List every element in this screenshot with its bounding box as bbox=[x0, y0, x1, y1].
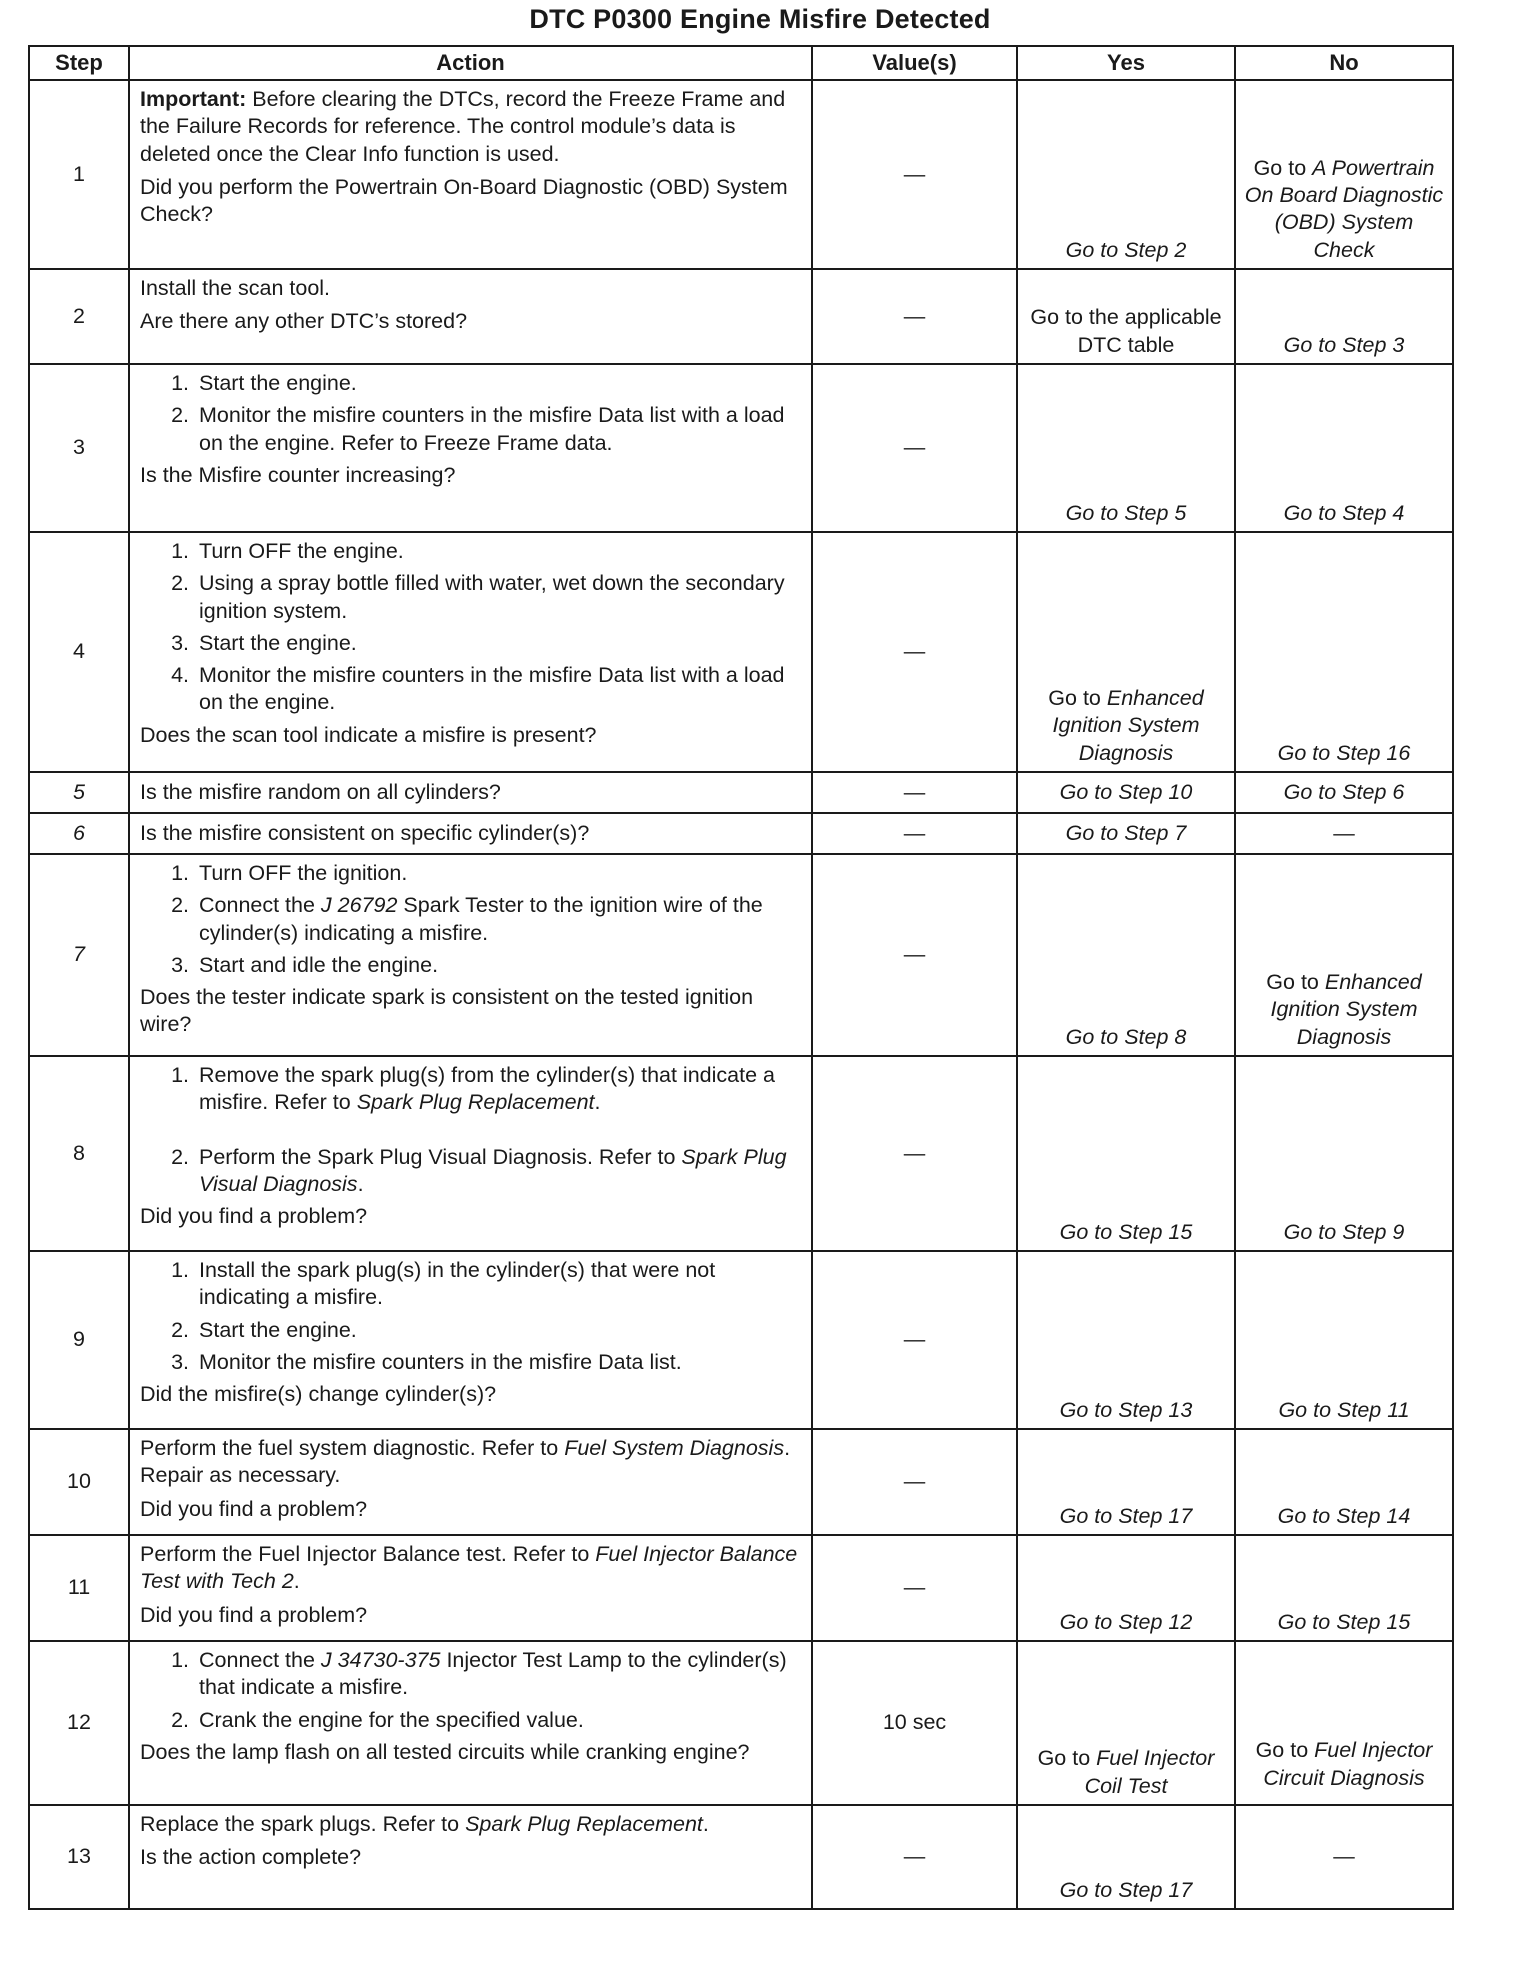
step-number: 9 bbox=[29, 1251, 129, 1429]
important-label: Important: bbox=[140, 87, 247, 111]
step-number: 7 bbox=[29, 854, 129, 1056]
yes-cell: Go to Step 7 bbox=[1017, 813, 1235, 854]
table-row bbox=[29, 1251, 1453, 1429]
step-text: Injector Test Lamp to the cylinder(s) that indicate a misfire. bbox=[199, 1648, 787, 1700]
yes-reference: Fuel Injector Coil Test bbox=[1084, 1746, 1215, 1798]
no-reference: A Powertrain On Board Diagnostic (OBD) System Check bbox=[1244, 155, 1444, 262]
doc-reference: Spark Plug Replacement bbox=[465, 1812, 703, 1836]
table-row bbox=[29, 1805, 1453, 1909]
action-step: 3. Start the engine. bbox=[195, 630, 801, 657]
action-cell bbox=[129, 532, 812, 772]
yes-cell: Go to Step 15 bbox=[1017, 1056, 1235, 1251]
action-cell bbox=[129, 772, 812, 813]
action-steps bbox=[140, 1062, 801, 1198]
doc-reference: Spark Plug Visual Diagnosis bbox=[199, 1144, 787, 1196]
table-row bbox=[29, 772, 1453, 813]
action-cell bbox=[129, 269, 812, 364]
doc-reference: Fuel System Diagnosis bbox=[564, 1436, 785, 1460]
value-cell: — bbox=[812, 1429, 1017, 1535]
yes-cell: Go to the applicable DTC table bbox=[1017, 269, 1235, 364]
step-text: Connect the bbox=[199, 893, 321, 918]
no-cell: — bbox=[1235, 1805, 1453, 1909]
action-step: 3. Start and idle the engine. bbox=[195, 952, 801, 979]
step-text: Connect the bbox=[199, 1648, 321, 1672]
step-text: Spark Tester to the ignition wire of the cylinder(s) indicating a misfire. bbox=[199, 893, 763, 945]
action-question: Is the misfire random on all cylinders? bbox=[140, 779, 501, 804]
action-step: 2. Start the engine. bbox=[195, 1317, 801, 1344]
yes-cell: Go to Step 8 bbox=[1017, 854, 1235, 1056]
action-text bbox=[140, 1435, 801, 1490]
step-text: Remove the spark plug(s) from the cylinder(s) that indicate a misfire. Refer to bbox=[199, 1063, 775, 1115]
header-step: Step bbox=[29, 46, 129, 80]
action-step: 1. Install the spark plug(s) in the cylinder(s) that were not indicating a misfire. bbox=[195, 1257, 801, 1312]
step-number: 13 bbox=[29, 1805, 129, 1909]
value-cell: — bbox=[812, 532, 1017, 772]
yes-cell: Go to Step 2 bbox=[1017, 80, 1235, 269]
action-cell bbox=[129, 1056, 812, 1251]
action-step: 4. Monitor the misfire counters in the misfire Data list with a load on the engine. bbox=[195, 662, 801, 717]
table-header-row bbox=[29, 46, 1453, 80]
table-row bbox=[29, 813, 1453, 854]
value-cell: — bbox=[812, 364, 1017, 532]
header-yes: Yes bbox=[1017, 46, 1235, 80]
action-text bbox=[140, 1811, 801, 1838]
no-cell bbox=[1235, 80, 1453, 269]
action-question: Does the tester indicate spark is consistent on the tested ignition wire? bbox=[140, 985, 754, 1037]
yes-cell bbox=[1017, 532, 1235, 772]
no-reference: Fuel Injector Circuit Diagnosis bbox=[1263, 1738, 1433, 1790]
action-step: 2. Using a spray bottle filled with water, wet down the secondary ignition system. bbox=[195, 570, 801, 625]
value-cell: — bbox=[812, 813, 1017, 854]
table-row bbox=[29, 269, 1453, 364]
action-question: Is the misfire consistent on specific cylinder(s)? bbox=[140, 820, 590, 845]
action-cell bbox=[129, 854, 812, 1056]
header-value: Value(s) bbox=[812, 46, 1017, 80]
no-prefix: Go to bbox=[1255, 1738, 1315, 1763]
step-number: 8 bbox=[29, 1056, 129, 1251]
action-cell bbox=[129, 1251, 812, 1429]
no-cell bbox=[1235, 1641, 1453, 1805]
table-row bbox=[29, 1535, 1453, 1641]
tool-reference: J 34730-375 bbox=[320, 1648, 441, 1672]
tool-reference: J 26792 bbox=[320, 893, 398, 918]
action-question: Did you find a problem? bbox=[140, 1204, 368, 1229]
step-text: . bbox=[357, 1171, 364, 1196]
no-cell bbox=[1235, 854, 1453, 1056]
action-cell bbox=[129, 364, 812, 532]
step-text: Perform the Spark Plug Visual Diagnosis. Refer to bbox=[199, 1144, 682, 1169]
no-cell: Go to Step 3 bbox=[1235, 269, 1453, 364]
action-question: Are there any other DTC’s stored? bbox=[140, 309, 468, 334]
action-steps bbox=[140, 370, 801, 457]
step-number: 5 bbox=[29, 772, 129, 813]
value-cell: — bbox=[812, 80, 1017, 269]
action-steps bbox=[140, 538, 801, 717]
no-cell: Go to Step 11 bbox=[1235, 1251, 1453, 1429]
step-number: 2 bbox=[29, 269, 129, 364]
action-cell bbox=[129, 1429, 812, 1535]
no-cell: Go to Step 16 bbox=[1235, 532, 1453, 772]
action-step: 2. Monitor the misfire counters in the misfire Data list with a load on the engine. Refer to Freeze Frame data. bbox=[195, 402, 801, 457]
header-no: No bbox=[1235, 46, 1453, 80]
action-question: Does the lamp flash on all tested circuits while cranking engine? bbox=[140, 1739, 750, 1764]
doc-reference: Fuel Injector Balance Test with Tech 2 bbox=[140, 1542, 798, 1594]
yes-cell: Go to Step 17 bbox=[1017, 1429, 1235, 1535]
action-text: Install the scan tool. bbox=[140, 276, 331, 300]
step-number: 11 bbox=[29, 1535, 129, 1641]
step-number: 4 bbox=[29, 532, 129, 772]
yes-cell: Go to Step 17 bbox=[1017, 1805, 1235, 1909]
text-part: . bbox=[702, 1812, 709, 1836]
yes-cell: Go to Step 5 bbox=[1017, 364, 1235, 532]
value-cell: — bbox=[812, 772, 1017, 813]
step-number: 12 bbox=[29, 1641, 129, 1805]
table-row bbox=[29, 1429, 1453, 1535]
table-row bbox=[29, 532, 1453, 772]
step-number: 10 bbox=[29, 1429, 129, 1535]
value-cell: — bbox=[812, 269, 1017, 364]
step-number: 6 bbox=[29, 813, 129, 854]
yes-cell: Go to Step 12 bbox=[1017, 1535, 1235, 1641]
action-question: Does the scan tool indicate a misfire is present? bbox=[140, 722, 597, 747]
value-cell: — bbox=[812, 1535, 1017, 1641]
no-cell: Go to Step 14 bbox=[1235, 1429, 1453, 1535]
text-part: Replace the spark plugs. Refer to bbox=[140, 1812, 466, 1836]
no-cell: Go to Step 6 bbox=[1235, 772, 1453, 813]
action-steps bbox=[140, 1257, 801, 1376]
action-question: Did you find a problem? bbox=[140, 1602, 368, 1627]
action-cell bbox=[129, 80, 812, 269]
important-text: Before clearing the DTCs, record the Freeze Frame and the Failure Records for reference. The control module’s data is deleted once the Clear Info function is used. bbox=[140, 87, 786, 166]
table-row bbox=[29, 1641, 1453, 1805]
no-prefix: Go to bbox=[1253, 155, 1313, 180]
action-cell bbox=[129, 1535, 812, 1641]
yes-reference: Enhanced Ignition System Diagnosis bbox=[1052, 686, 1204, 765]
action-step: 1. Turn OFF the engine. bbox=[195, 538, 801, 565]
action-step: 1. Start the engine. bbox=[195, 370, 801, 397]
text-part: Perform the fuel system diagnostic. Refer to bbox=[140, 1436, 565, 1460]
table-row bbox=[29, 854, 1453, 1056]
header-action: Action bbox=[129, 46, 812, 80]
value-cell: — bbox=[812, 1056, 1017, 1251]
value-cell: — bbox=[812, 1805, 1017, 1909]
action-step bbox=[195, 1062, 801, 1139]
no-prefix: Go to bbox=[1266, 970, 1325, 995]
table-row bbox=[29, 364, 1453, 532]
action-step bbox=[195, 892, 801, 947]
text-part: . Repair as necessary. bbox=[140, 1436, 791, 1488]
action-text bbox=[140, 1541, 801, 1596]
yes-cell: Go to Step 10 bbox=[1017, 772, 1235, 813]
yes-cell bbox=[1017, 1641, 1235, 1805]
value-cell: — bbox=[812, 1251, 1017, 1429]
action-steps bbox=[140, 1647, 801, 1734]
no-cell: Go to Step 9 bbox=[1235, 1056, 1453, 1251]
action-question: Did you perform the Powertrain On-Board Diagnostic (OBD) System Check? bbox=[140, 174, 788, 227]
step-text: . bbox=[594, 1090, 601, 1115]
action-cell bbox=[129, 1641, 812, 1805]
action-question: Did you find a problem? bbox=[140, 1496, 368, 1521]
table-row bbox=[29, 1056, 1453, 1251]
action-step bbox=[195, 1647, 801, 1702]
no-reference: Enhanced Ignition System Diagnosis bbox=[1270, 970, 1422, 1049]
table-row bbox=[29, 80, 1453, 269]
action-cell bbox=[129, 813, 812, 854]
no-cell: — bbox=[1235, 813, 1453, 854]
action-question: Is the action complete? bbox=[140, 1845, 362, 1870]
yes-prefix: Go to bbox=[1048, 686, 1107, 711]
action-step: 1. Turn OFF the ignition. bbox=[195, 860, 801, 887]
action-step bbox=[195, 1144, 801, 1199]
action-question: Did the misfire(s) change cylinder(s)? bbox=[140, 1382, 497, 1407]
text-part: Perform the Fuel Injector Balance test. Refer to bbox=[140, 1542, 596, 1566]
action-steps bbox=[140, 860, 801, 979]
step-number: 3 bbox=[29, 364, 129, 532]
yes-prefix: Go to bbox=[1037, 1746, 1097, 1771]
doc-reference: Spark Plug Replacement bbox=[356, 1090, 595, 1115]
text-part: . bbox=[293, 1569, 300, 1594]
action-question: Is the Misfire counter increasing? bbox=[140, 462, 456, 487]
yes-cell: Go to Step 13 bbox=[1017, 1251, 1235, 1429]
no-cell: Go to Step 4 bbox=[1235, 364, 1453, 532]
value-cell: 10 sec bbox=[812, 1641, 1017, 1805]
important-note bbox=[140, 86, 801, 168]
action-step: 2. Crank the engine for the specified value. bbox=[195, 1707, 801, 1734]
page-title: DTC P0300 Engine Misfire Detected bbox=[529, 4, 991, 34]
spacer bbox=[199, 1117, 801, 1139]
action-cell bbox=[129, 1805, 812, 1909]
value-cell: — bbox=[812, 854, 1017, 1056]
action-step: 3. Monitor the misfire counters in the misfire Data list. bbox=[195, 1349, 801, 1376]
step-number: 1 bbox=[29, 80, 129, 269]
no-cell: Go to Step 15 bbox=[1235, 1535, 1453, 1641]
diagnostic-table bbox=[28, 45, 1454, 1910]
